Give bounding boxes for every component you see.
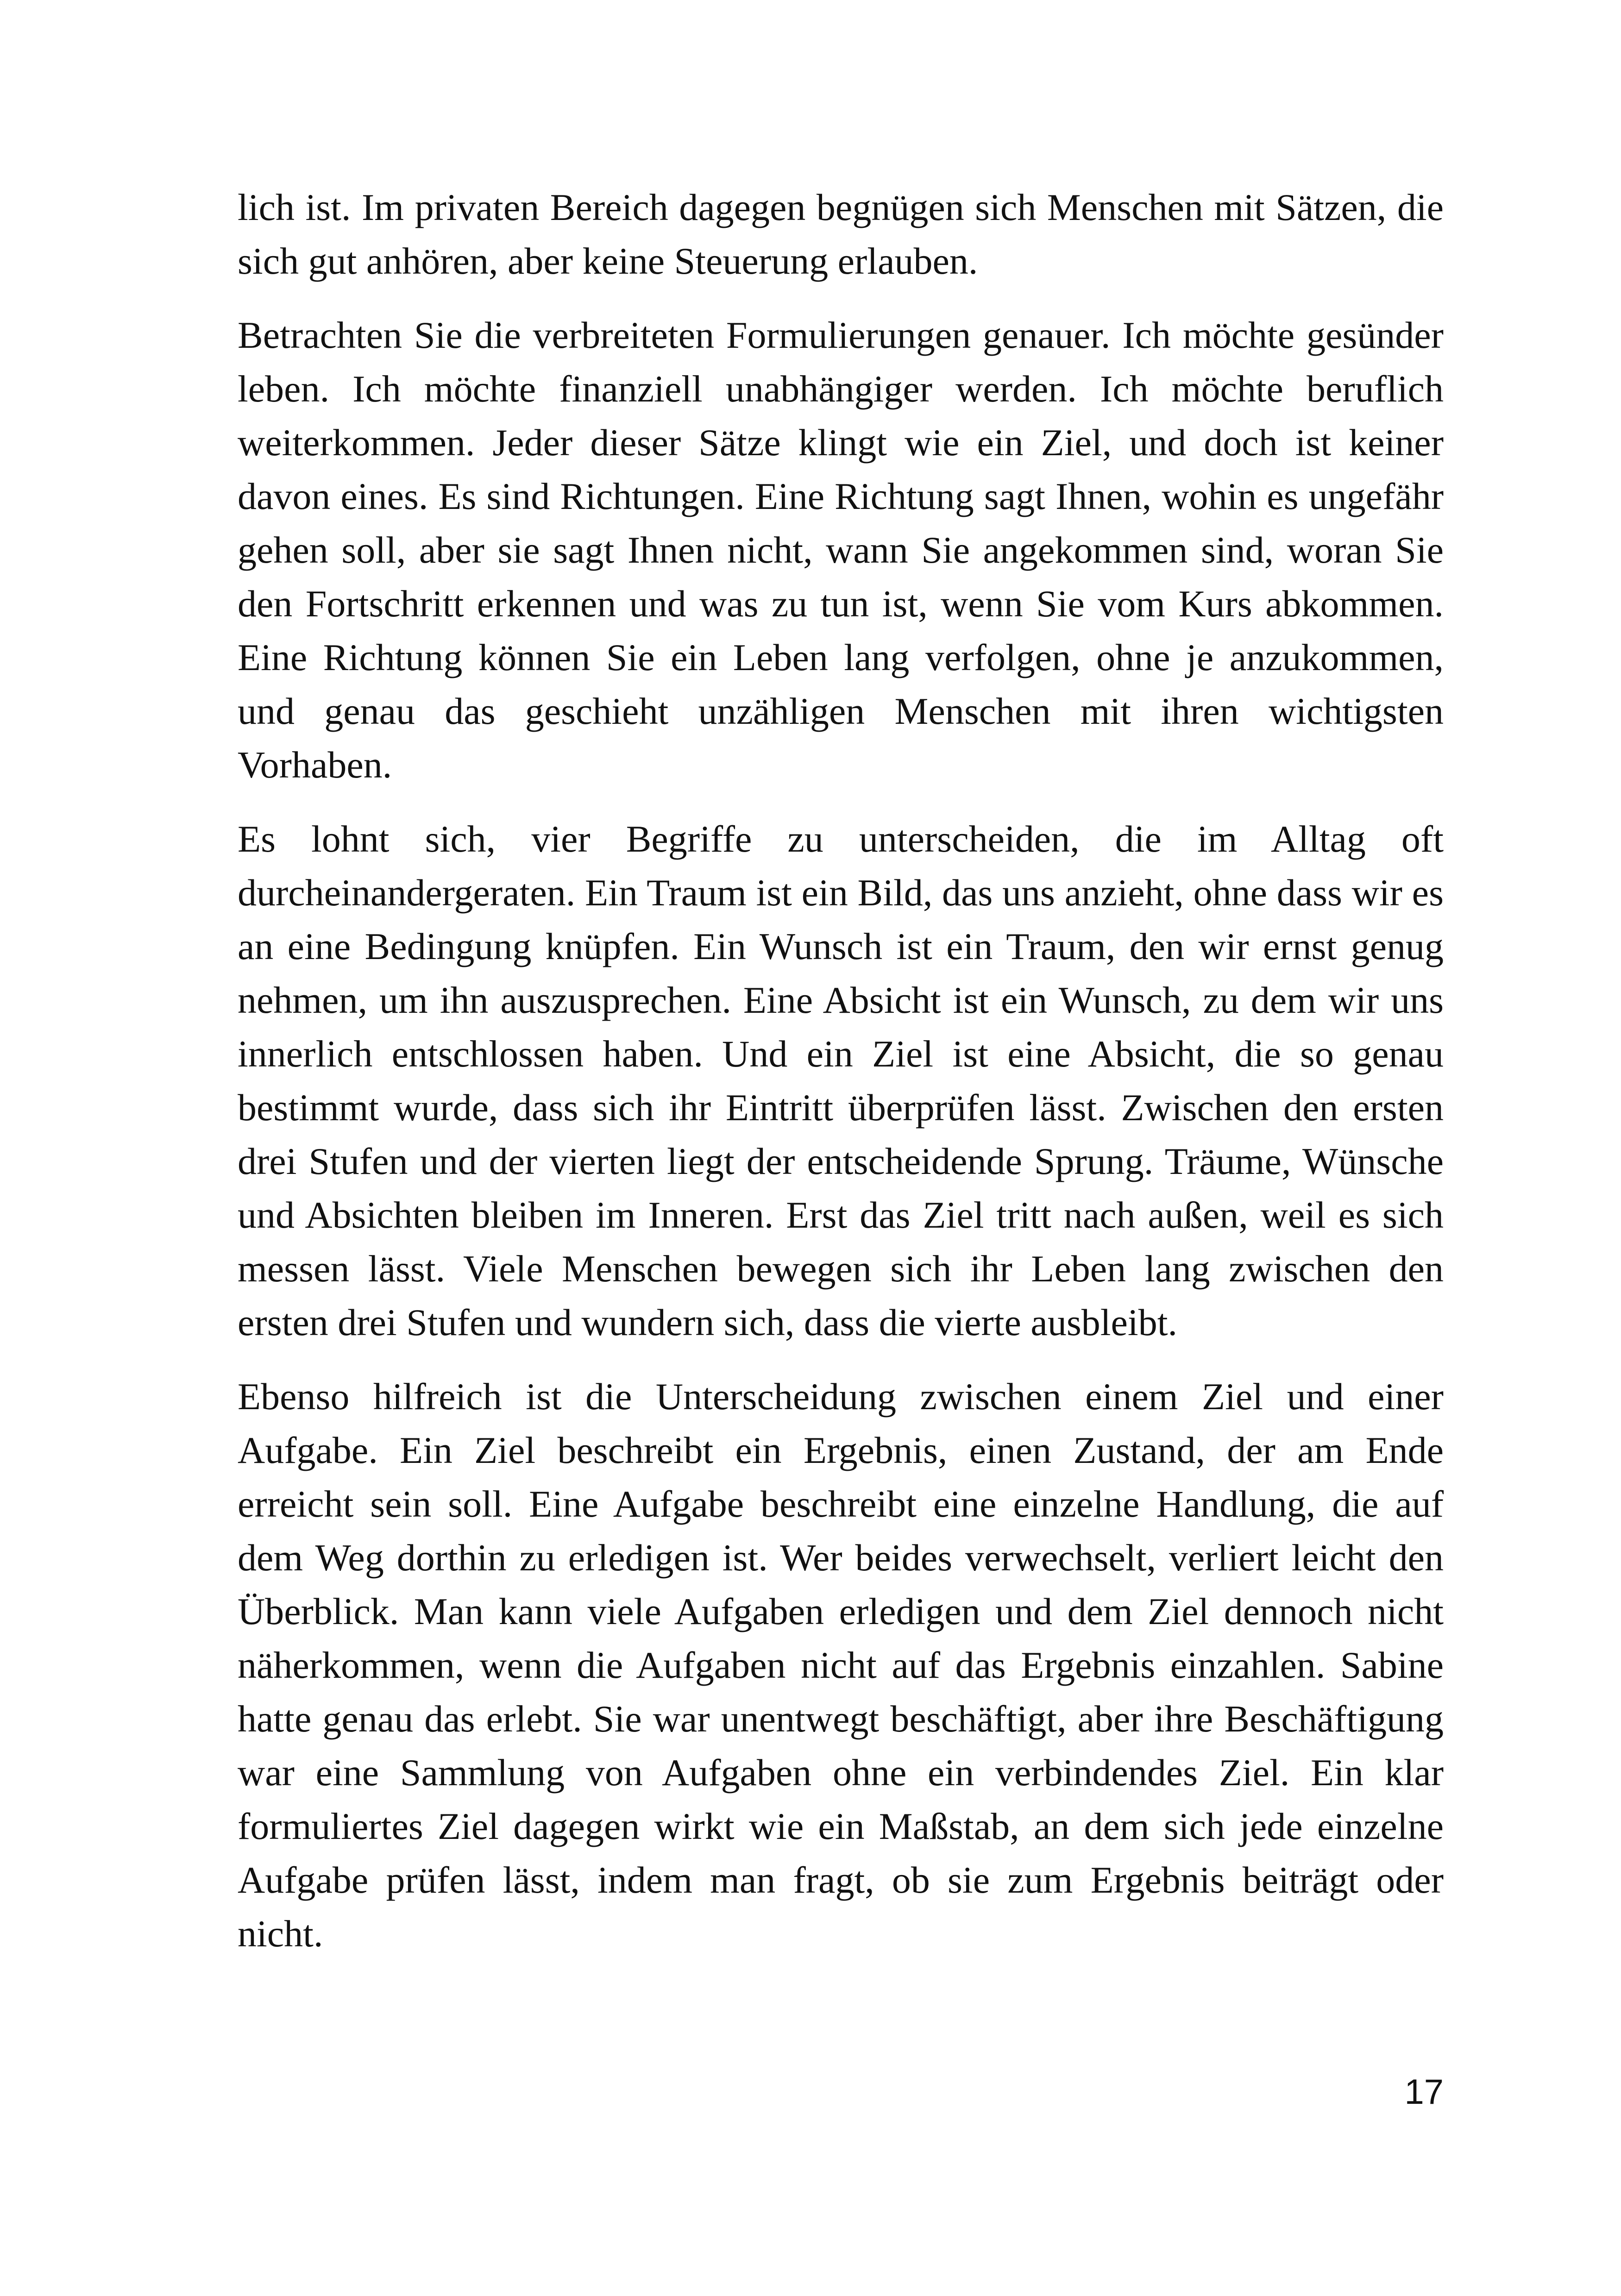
paragraph-2: Betrachten Sie die verbreiteten Formulierungen genauer. Ich möchte gesünder leben. Ich möchte finanziell unabhängiger werden. Ich möchte beruflich weiterkommen. Jeder dieser Sätze klingt wie ein Ziel, und doch ist keiner davon eines. Es sind Richtungen. Eine Richtung sagt Ihnen, wohin es ungefähr gehen soll, aber sie sagt Ihnen nicht, wann Sie angekommen sind, woran Sie den Fortschritt erkennen und was zu tun ist, wenn Sie vom Kurs abkommen. Eine Richtung können Sie ein Leben lang verfolgen, ohne je anzukommen, und genau das geschieht unzähligen Menschen mit ihren wichtigsten Vorhaben.: [238, 314, 1444, 786]
paragraph-3: Es lohnt sich, vier Begriffe zu unterscheiden, die im Alltag oft durcheinandergeraten. Ein Traum ist ein Bild, das uns anzieht, ohne dass wir es an eine Bedingung knüpfen. Ein Wunsch ist ein Traum, den wir ernst genug nehmen, um ihn auszusprechen. Eine Absicht ist ein Wunsch, zu dem wir uns innerlich entschlossen haben. Und ein Ziel ist eine Absicht, die so genau bestimmt wurde, dass sich ihr Eintritt überprüfen lässt. Zwischen den ersten drei Stufen und der vierten liegt der entscheidende Sprung. Träume, Wünsche und Absichten bleiben im Inneren. Erst das Ziel tritt nach außen, weil es sich messen lässt. Viele Menschen bewegen sich ihr Leben lang zwischen den ersten drei Stufen und wundern sich, dass die vierte ausbleibt.: [238, 818, 1444, 1343]
page-number: 17: [1404, 2072, 1444, 2112]
paragraph-4: Ebenso hilfreich ist die Unterscheidung zwischen einem Ziel und einer Aufgabe. Ein Ziel beschreibt ein Ergebnis, einen Zustand, der am Ende erreicht sein soll. Eine Aufgabe beschreibt eine einzelne Handlung, die auf dem Weg dorthin zu erledigen ist. Wer beides verwechselt, verliert leicht den Überblick. Man kann viele Aufgaben erledigen und dem Ziel dennoch nicht näherkommen, wenn die Aufgaben nicht auf das Ergebnis einzahlen. Sabine hatte genau das erlebt. Sie war unentwegt beschäftigt, aber ihre Beschäftigung war eine Sammlung von Aufgaben ohne ein verbindendes Ziel. Ein klar formuliertes Ziel dagegen wirkt wie ein Maßstab, an dem sich jede einzelne Aufgabe prüfen lässt, indem man fragt, ob sie zum Ergebnis beiträgt oder nicht.: [238, 1375, 1444, 1955]
paragraph-1: lich ist. Im privaten Bereich dagegen begnügen sich Menschen mit Sätzen, die sich gut anhören, aber keine Steuerung erlauben.: [238, 186, 1444, 282]
body-text: [238, 181, 1444, 1961]
